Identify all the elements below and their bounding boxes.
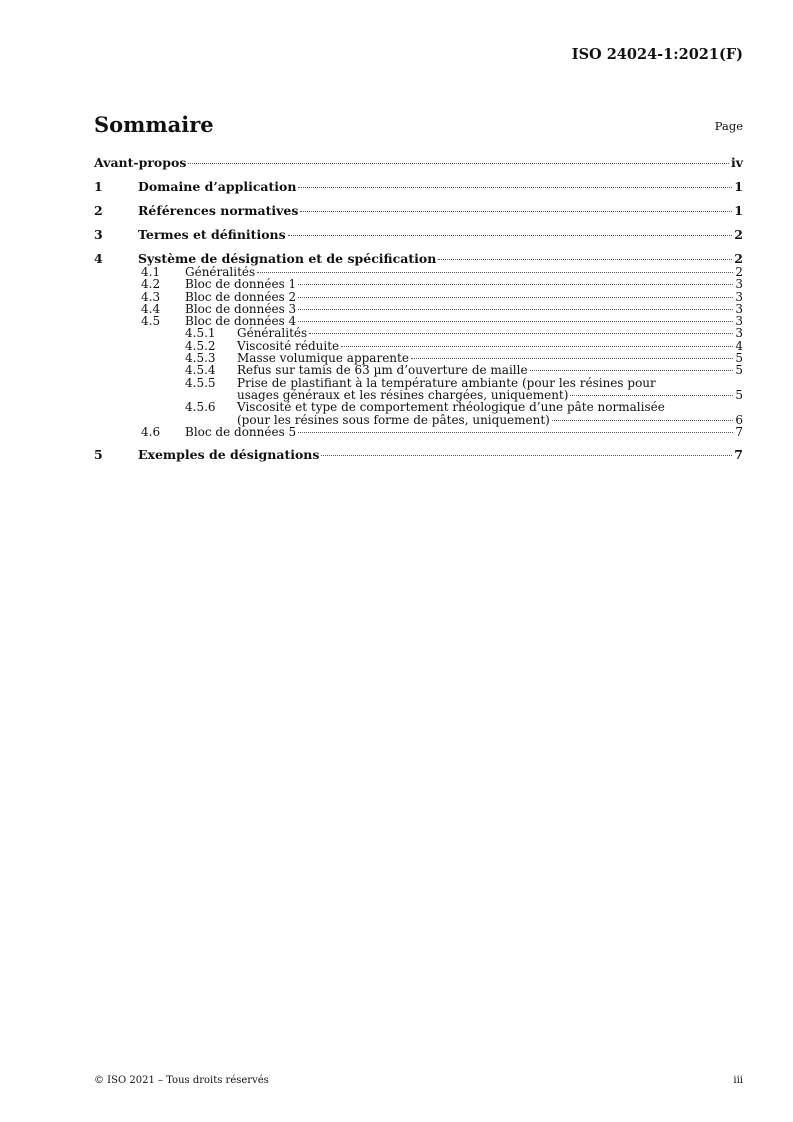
footer-page-number: iii [733,1075,743,1086]
page-column-label: Page [714,119,743,133]
dot-leader [552,420,733,421]
dot-leader [298,321,733,322]
dot-leader [298,284,733,285]
toc-entry-5[interactable] [94,448,743,462]
toc-entry-page: 6 [735,412,743,427]
toc-entry-number: 4.1 [141,265,161,279]
toc-entry-page: iv [730,155,743,170]
toc-entry-text: Généralités [237,326,308,341]
toc-entry-page: 3 [735,289,743,304]
toc-entry-page: 4 [735,338,743,353]
document-id: ISO 24024-1:2021(F) [571,46,743,63]
table-of-contents [94,156,743,462]
toc-entry-4-5-5[interactable] [94,377,743,402]
toc-entry-number: 4.6 [141,424,161,439]
toc-entry-number: 4.5.3 [185,351,216,366]
toc-entry-text: Références normatives [138,203,299,218]
toc-entry-page: 3 [735,277,743,292]
toc-entry-number: 1 [94,179,103,194]
toc-entry-page: 2 [734,251,743,266]
toc-entry-number: 4.5.4 [185,363,216,378]
footer-copyright: © ISO 2021 – Tous droits réservés [94,1075,269,1086]
toc-entry-text: Système de désignation et de spécification [138,251,437,266]
dot-leader [411,358,733,359]
toc-entry-4-6[interactable] [94,426,743,438]
toc-entry-number: 4.5 [141,314,161,329]
dot-leader [341,346,733,347]
toc-entry-text-continued: usages généraux et les résines chargées, uniquement) [237,387,569,402]
toc-entry-4-5-4[interactable] [94,364,743,376]
toc-entry-page: 3 [735,301,743,316]
toc-entry-text: Bloc de données 3 [185,301,297,316]
toc-entry-foreword[interactable] [94,156,743,170]
toc-entry-number: 3 [94,227,103,242]
dot-leader [298,309,733,310]
toc-entry-page: 3 [735,326,743,341]
toc-entry-page: 5 [735,387,743,402]
dot-leader [309,333,733,334]
toc-entry-text-continued: (pour les résines sous forme de pâtes, uniquement) [237,412,550,427]
toc-entry-page: 5 [735,363,743,378]
toc-entry-page: 1 [734,203,743,218]
toc-entry-text: Viscosité réduite [237,338,340,353]
toc-entry-text: Bloc de données 5 [185,424,297,439]
toc-entry-4-5-1[interactable] [94,327,743,339]
toc-entry-4-5-6[interactable] [94,401,743,426]
toc-entry-1[interactable] [94,180,743,194]
dot-leader [298,297,733,298]
toc-entry-page: 2 [735,265,743,279]
toc-entry-page: 2 [734,227,743,242]
toc-entry-text: Bloc de données 2 [185,289,297,304]
toc-entry-page: 3 [735,314,743,329]
toc-entry-number: 4.5.5 [185,375,216,390]
toc-entry-page: 7 [735,424,743,439]
toc-entry-text: Masse volumique apparente [237,351,409,366]
toc-entry-text: Généralités [185,265,256,279]
dot-leader [298,432,733,433]
dot-leader [288,235,733,236]
dot-leader [530,370,733,371]
toc-entry-number: 4.4 [141,301,161,316]
toc-entry-page: 5 [735,351,743,366]
toc-entry-number: 4 [94,251,103,266]
toc-entry-3[interactable] [94,228,743,242]
toc-entry-text: Domaine d’application [138,179,297,194]
page-title: Sommaire [94,112,214,137]
toc-entry-number: 4.5.2 [185,338,216,353]
toc-entry-text: Prise de plastifiant à la température ambiante (pour les résines pour [237,375,656,390]
toc-entry-text: Refus sur tamis de 63 µm d’ouverture de maille [237,363,528,378]
toc-entry-number: 2 [94,203,103,218]
toc-entry-page: 7 [734,447,743,463]
toc-entry-number: 4.3 [141,289,161,304]
toc-entry-number: 5 [94,447,103,463]
dot-leader [321,455,732,456]
toc-entry-text: Bloc de données 4 [185,314,297,329]
dot-leader [438,259,732,260]
toc-entry-number: 4.2 [141,277,161,292]
toc-entry-4-2[interactable] [94,278,743,290]
toc-entry-number: 4.5.1 [185,326,216,341]
dot-leader [188,163,729,164]
toc-entry-2[interactable] [94,204,743,218]
toc-entry-text: Termes et définitions [138,227,286,242]
toc-entry-text: Bloc de données 1 [185,277,297,292]
toc-entry-text: Avant-propos [94,155,187,170]
dot-leader [298,187,732,188]
dot-leader [300,211,732,212]
toc-entry-4[interactable] [94,252,743,266]
toc-entry-text: Exemples de désignations [138,447,320,463]
dot-leader [257,272,733,273]
toc-entry-text: Viscosité et type de comportement rhéologique d’une pâte normalisée [237,400,665,415]
toc-entry-number: 4.5.6 [185,400,216,415]
dot-leader [570,395,733,396]
toc-entry-page: 1 [734,179,743,194]
